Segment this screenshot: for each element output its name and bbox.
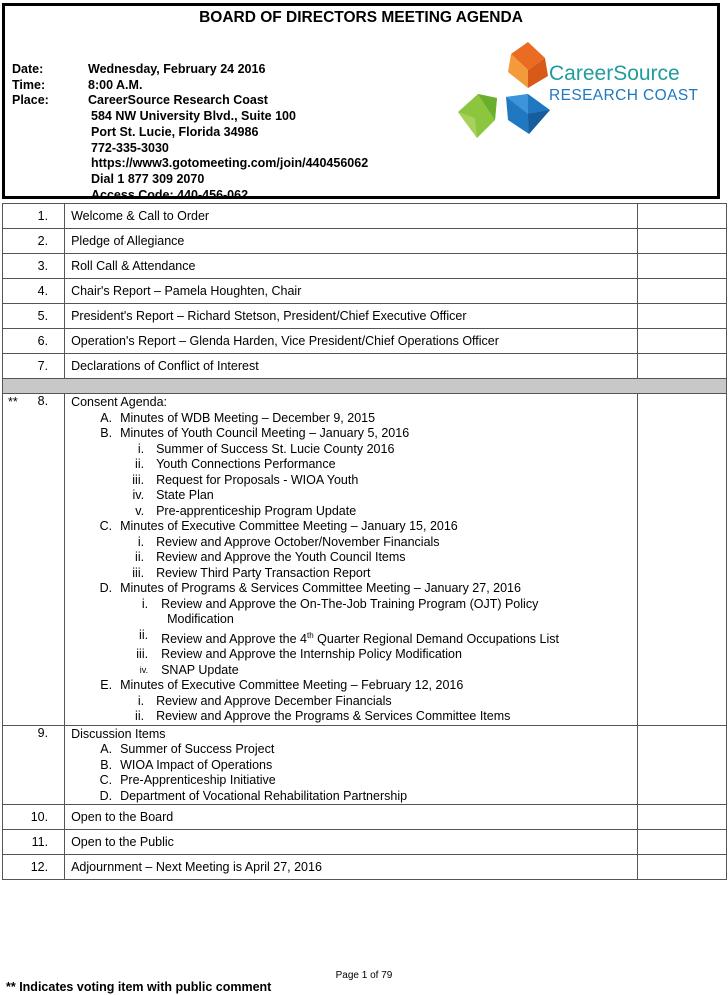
sub-sub-item: i. Review and Approve December Financials — [137, 693, 392, 708]
address-line: 584 NW University Blvd., Suite 100 — [91, 109, 296, 124]
agenda-row — [3, 354, 727, 379]
meeting-place: CareerSource Research Coast — [88, 93, 268, 108]
item-text: Adjournment – Next Meeting is April 27, 2016 — [65, 855, 638, 880]
item-text: Welcome & Call to Order — [65, 204, 638, 229]
discussion-title: Discussion Items — [71, 726, 166, 741]
notes-cell — [637, 329, 726, 354]
notes-cell — [637, 229, 726, 254]
sub-sub-item: i. Summer of Success St. Lucie County 2016 — [137, 441, 395, 456]
date-label: Date: — [12, 62, 44, 76]
notes-cell — [637, 279, 726, 304]
agenda-row — [3, 304, 727, 329]
sub-sub-item: i. Review and Approve October/November Financials — [137, 534, 440, 549]
notes-cell — [637, 204, 726, 229]
sub-item: B. Minutes of Youth Council Meeting – January 5, 2016 — [100, 426, 410, 440]
notes-cell — [637, 725, 726, 805]
consent-title: Consent Agenda: — [71, 395, 167, 409]
sub-sub-item: iv. SNAP Update — [139, 662, 239, 677]
meeting-info — [12, 62, 368, 203]
item-number: 4. — [3, 279, 65, 304]
sub-item: C. Pre-Apprenticeship Initiative — [99, 773, 276, 788]
agenda-table — [2, 203, 727, 880]
sub-sub-item: ii. Review and Approve the 4th Quarter Regional Demand Occupations List — [139, 627, 559, 646]
sub-sub-item: ii. Review and Approve the Youth Council Items — [135, 550, 406, 564]
item-number: 7. — [3, 354, 65, 379]
notes-cell — [637, 254, 726, 279]
sub-sub-item: iii. Review Third Party Transaction Report — [132, 565, 371, 580]
item-number: 12. — [3, 855, 65, 880]
agenda-row — [3, 830, 727, 855]
sub-sub-item: ii. Youth Connections Performance — [135, 457, 336, 471]
item-text: Roll Call & Attendance — [65, 254, 638, 279]
item-number: 5. — [3, 304, 65, 329]
item-number-cell — [3, 725, 65, 805]
agenda-row — [3, 855, 727, 880]
sub-sub-item: i. Review and Approve the On-The-Job Training Program (OJT) Policy — [141, 596, 539, 611]
agenda-row — [3, 279, 727, 304]
access-code: Access Code: 440-456-062 — [91, 187, 249, 202]
agenda-row — [3, 204, 727, 229]
sub-sub-item: iii. Request for Proposals - WIOA Youth — [132, 472, 359, 487]
item-text: Open to the Public — [65, 830, 638, 855]
brand-name: CareerSource — [549, 62, 680, 85]
item-text: Declarations of Conflict of Interest — [65, 354, 638, 379]
voting-footnote: ** Indicates voting item with public comment — [6, 980, 272, 994]
agenda-title: BOARD OF DIRECTORS MEETING AGENDA — [199, 9, 523, 26]
item-text: Open to the Board — [65, 805, 638, 830]
sub-sub-item: v. Pre-apprenticeship Program Update — [135, 503, 357, 518]
sub-sub-item: iv. State Plan — [132, 488, 214, 502]
item-number: 10. — [3, 805, 65, 830]
notes-cell — [637, 830, 726, 855]
item-text: President's Report – Richard Stetson, President/Chief Executive Officer — [65, 304, 638, 329]
sub-item: E. Minutes of Executive Committee Meeting – February 12, 2016 — [100, 678, 464, 693]
meeting-date: Wednesday, February 24 2016 — [88, 62, 266, 76]
item-text: Operation's Report – Glenda Harden, Vice President/Chief Operations Officer — [65, 329, 638, 354]
address-line: Port St. Lucie, Florida 34986 — [91, 124, 259, 139]
agenda-row-discussion — [3, 725, 727, 805]
sub-item: A. Summer of Success Project — [100, 742, 275, 757]
agenda-row-consent — [3, 394, 727, 726]
voting-marker: ** — [8, 395, 18, 409]
discussion-cell — [65, 725, 638, 805]
item-number: 8. — [37, 394, 49, 408]
item-text: Pledge of Allegiance — [65, 229, 638, 254]
sub-sub-item-continuation: Modification — [167, 612, 234, 626]
agenda-row — [3, 329, 727, 354]
brand-subtitle: RESEARCH COAST — [549, 87, 699, 104]
page-number: Page 1 of 79 — [335, 970, 393, 981]
time-label: Time: — [12, 77, 46, 92]
sub-sub-item: iii. Review and Approve the Internship Policy Modification — [136, 647, 462, 662]
notes-cell — [637, 304, 726, 329]
meeting-link[interactable]: https://www3.gotomeeting.com/join/440456062 — [91, 156, 369, 171]
agenda-row — [3, 229, 727, 254]
item-number: 9. — [37, 725, 49, 740]
place-label: Place: — [12, 93, 49, 108]
sub-item: D. Department of Vocational Rehabilitation Partnership — [99, 788, 408, 803]
item-number-cell — [3, 394, 65, 726]
notes-cell — [637, 394, 726, 726]
item-text: Chair's Report – Pamela Houghten, Chair — [65, 279, 638, 304]
section-divider — [3, 379, 727, 394]
dial-in-number: Dial 1 877 309 2070 — [91, 171, 205, 186]
phone-number: 772-335-3030 — [91, 140, 169, 155]
item-number: 6. — [3, 329, 65, 354]
item-number: 3. — [3, 254, 65, 279]
agenda-row — [3, 254, 727, 279]
agenda-row — [3, 805, 727, 830]
sub-sub-item: ii. Review and Approve the Programs & Services Committee Items — [135, 709, 511, 724]
notes-cell — [637, 855, 726, 880]
notes-cell — [637, 354, 726, 379]
sub-item: C. Minutes of Executive Committee Meeting – January 15, 2016 — [99, 519, 458, 533]
item-number: 11. — [3, 830, 65, 855]
sub-item: B. WIOA Impact of Operations — [100, 757, 273, 772]
item-number: 2. — [3, 229, 65, 254]
consent-agenda-cell — [65, 394, 638, 726]
sub-item: A. Minutes of WDB Meeting – December 9, 2015 — [100, 410, 376, 425]
sub-item: D. Minutes of Programs & Services Committee Meeting – January 27, 2016 — [99, 581, 521, 595]
meeting-time: 8:00 A.M. — [88, 77, 143, 92]
notes-cell — [637, 805, 726, 830]
item-number: 1. — [3, 204, 65, 229]
